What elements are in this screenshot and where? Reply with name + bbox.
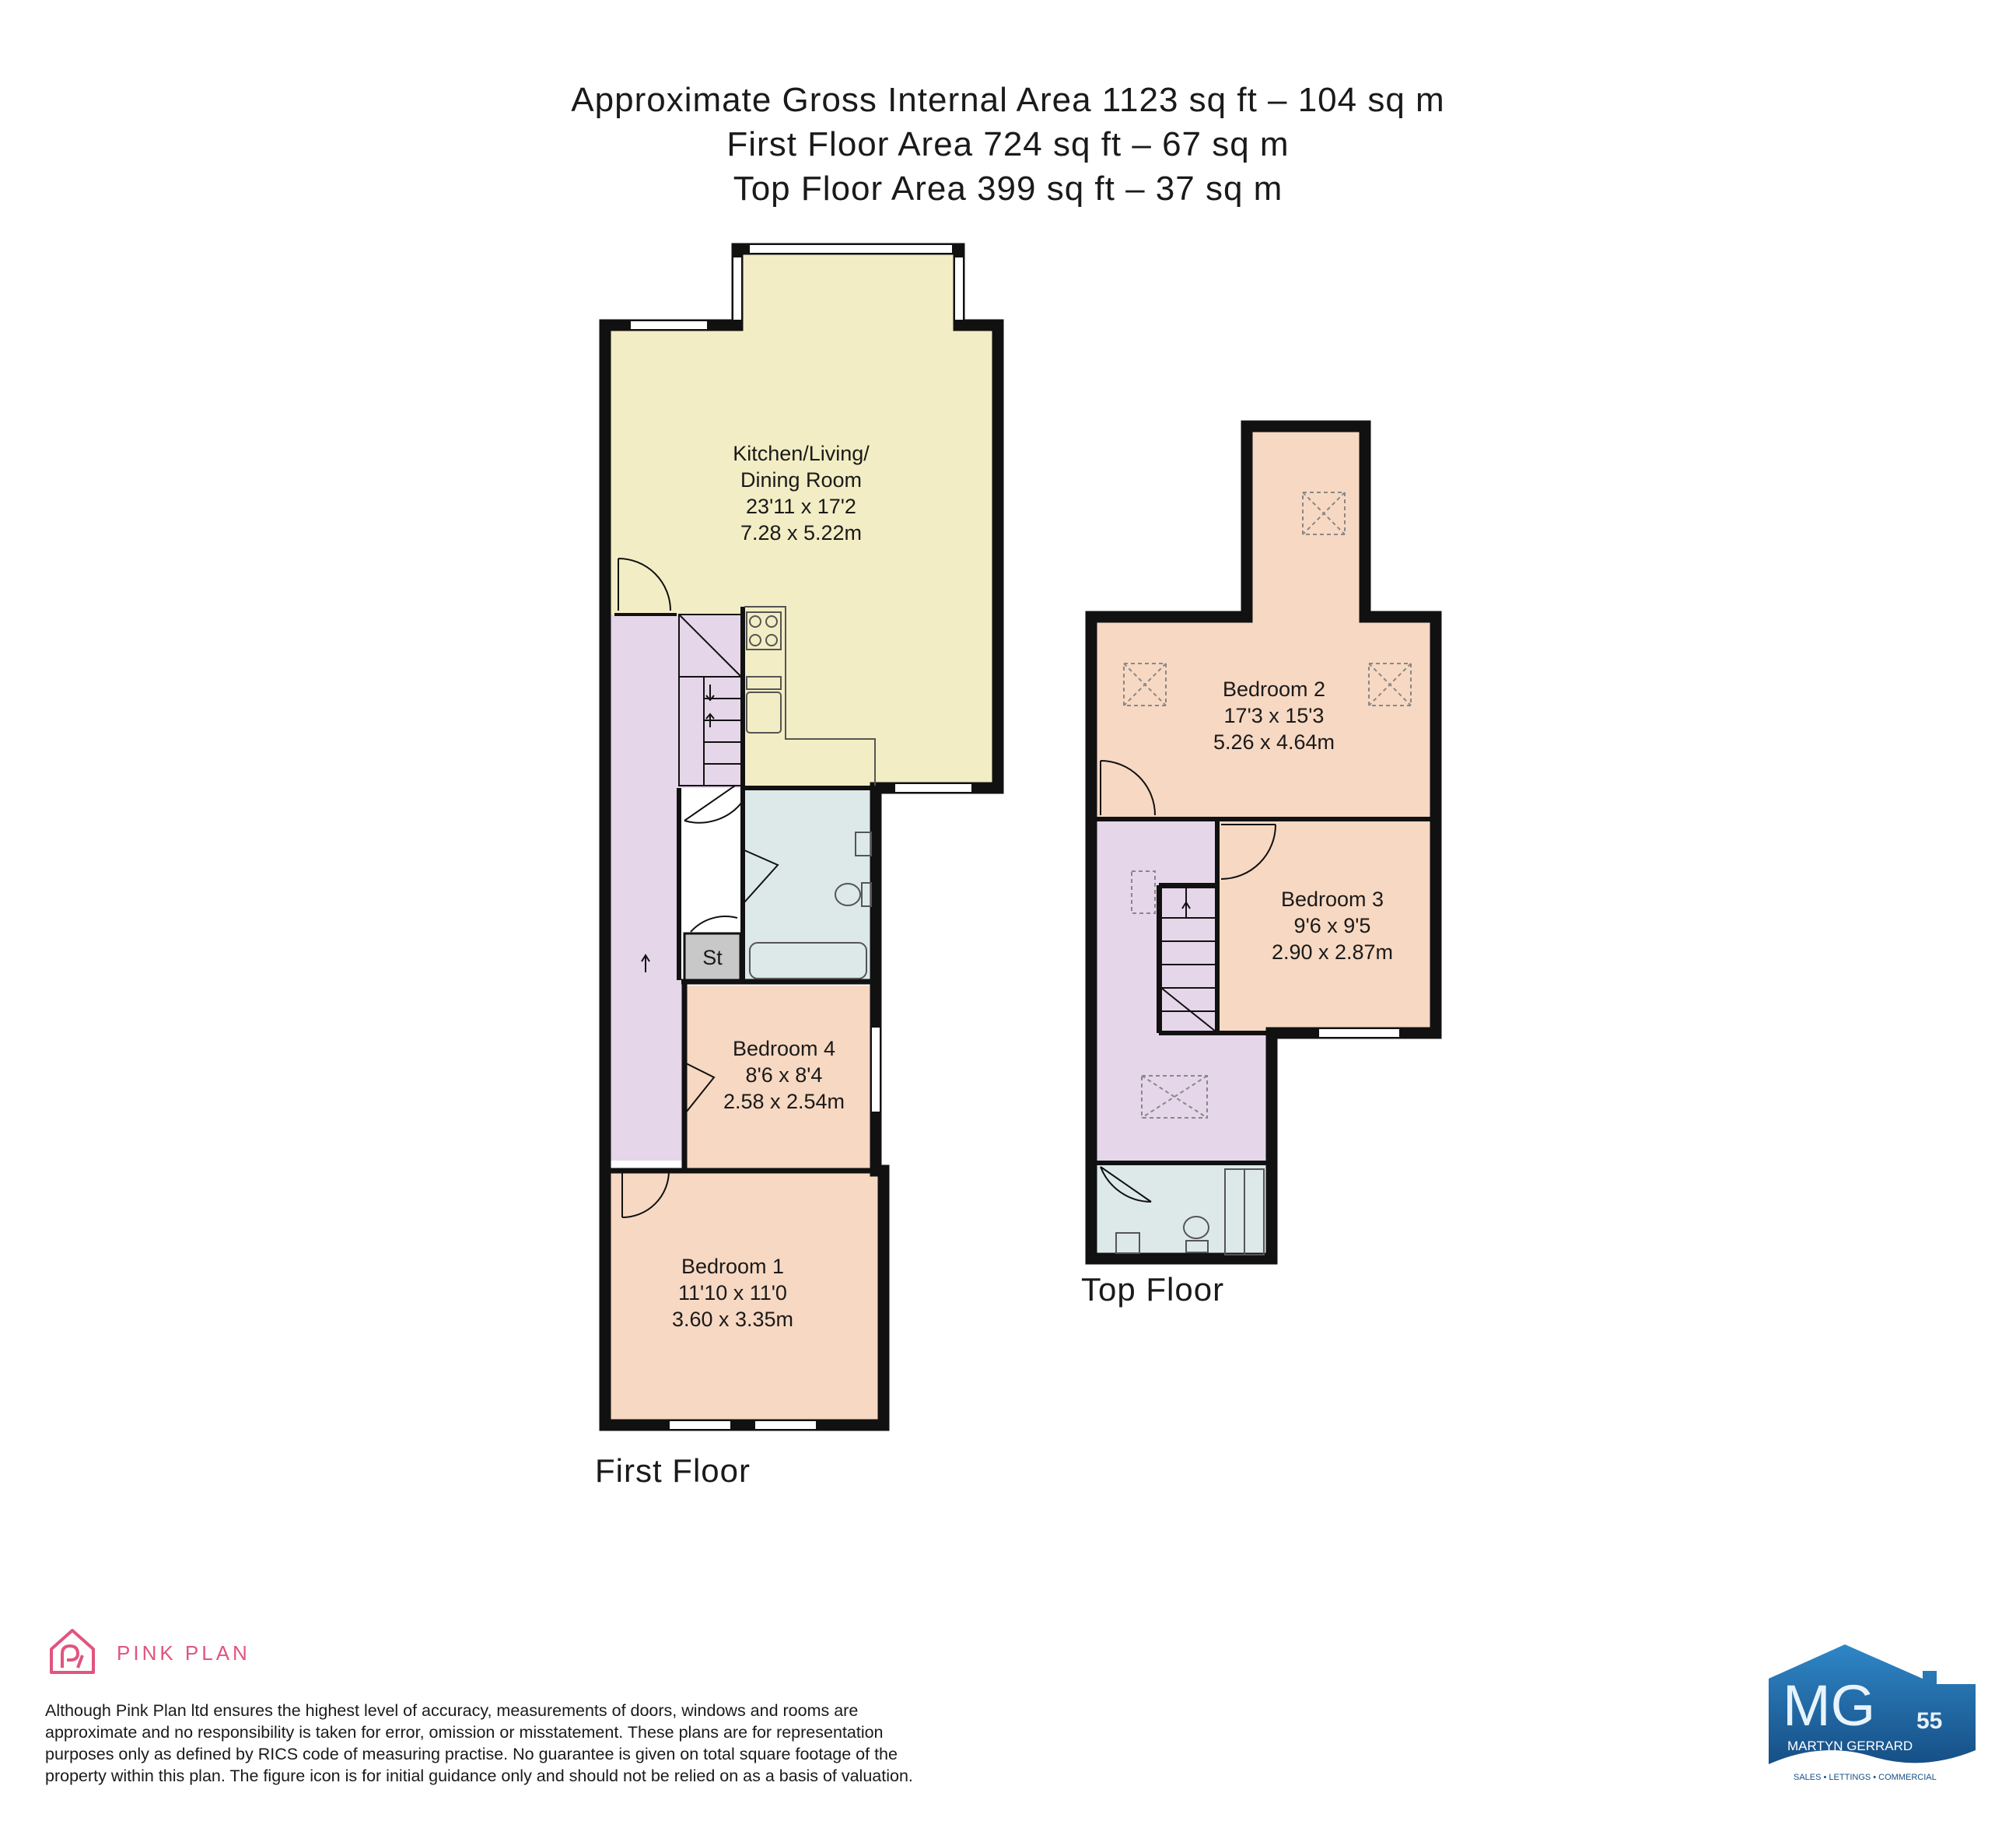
kitchen-name-line1: Kitchen/Living/ [733,442,870,465]
top-floor-area-text: Top Floor Area 399 sq ft – 37 sq m [733,170,1283,208]
bedroom-2-metric: 5.26 x 4.64m [1213,730,1335,754]
disclaimer-line-4: property within this plan. The figure icon is for initial guidance only and should not be relied on as a basis of valuation. [45,1767,913,1785]
mg-number: 55 [1916,1708,1943,1734]
disclaimer-line-1: Although Pink Plan ltd ensures the highest level of accuracy, measurements of doors, windows and rooms are [45,1701,859,1720]
bedroom-3-metric: 2.90 x 2.87m [1271,940,1394,964]
gross-area-text: Approximate Gross Internal Area 1123 sq ft – 104 sq m [571,81,1445,119]
kitchen-imperial: 23'11 x 17'2 [746,495,856,518]
first-floor-label: First Floor [595,1452,751,1489]
pinkplan-brand-name: PINK PLAN [117,1641,250,1665]
first-floor-area-text: First Floor Area 724 sq ft – 67 sq m [726,125,1290,163]
bedroom-3-imperial: 9'6 x 9'5 [1293,914,1371,937]
disclaimer-text [45,1700,1134,1787]
disclaimer-line-3: purposes only as defined by RICS code of measuring practise. No guarantee is given on total square footage of the [45,1745,898,1763]
bedroom-1-metric: 3.60 x 3.35m [671,1308,794,1331]
top-floor-label: Top Floor [1081,1271,1225,1308]
bedroom-4-name: Bedroom 4 [732,1037,836,1060]
mg-tagline: SALES • LETTINGS • COMMERCIAL [1794,1773,1937,1782]
store-label: St [702,946,723,969]
bedroom-1-name: Bedroom 1 [681,1255,785,1278]
bedroom-1-imperial: 11'10 x 11'0 [678,1281,787,1304]
first-floor-plan [595,244,998,1489]
top-floor-window [1318,1028,1400,1038]
kitchen-name-line2: Dining Room [740,468,863,492]
pinkplan-house-icon [45,1624,100,1679]
bedroom-3-name: Bedroom 3 [1280,888,1384,911]
bedroom-2-name: Bedroom 2 [1222,678,1326,701]
top-floor-plan [1081,426,1436,1308]
bedroom-4-metric: 2.58 x 2.54m [723,1090,845,1113]
disclaimer-line-2: approximate and no responsibility is taken for error, omission or misstatement. These plans are for representation [45,1723,884,1742]
mg-name: MARTYN GERRARD [1787,1739,1913,1753]
shower-room-area [1097,1164,1266,1259]
bedroom-4-imperial: 8'6 x 8'4 [745,1063,823,1087]
martyn-gerrard-logo [1767,1641,1977,1785]
mg-initials: MG [1783,1673,1876,1738]
bedroom-2-area [1097,428,1436,819]
bedroom-2-imperial: 17'3 x 15'3 [1223,704,1325,727]
kitchen-metric: 7.28 x 5.22m [740,521,863,545]
